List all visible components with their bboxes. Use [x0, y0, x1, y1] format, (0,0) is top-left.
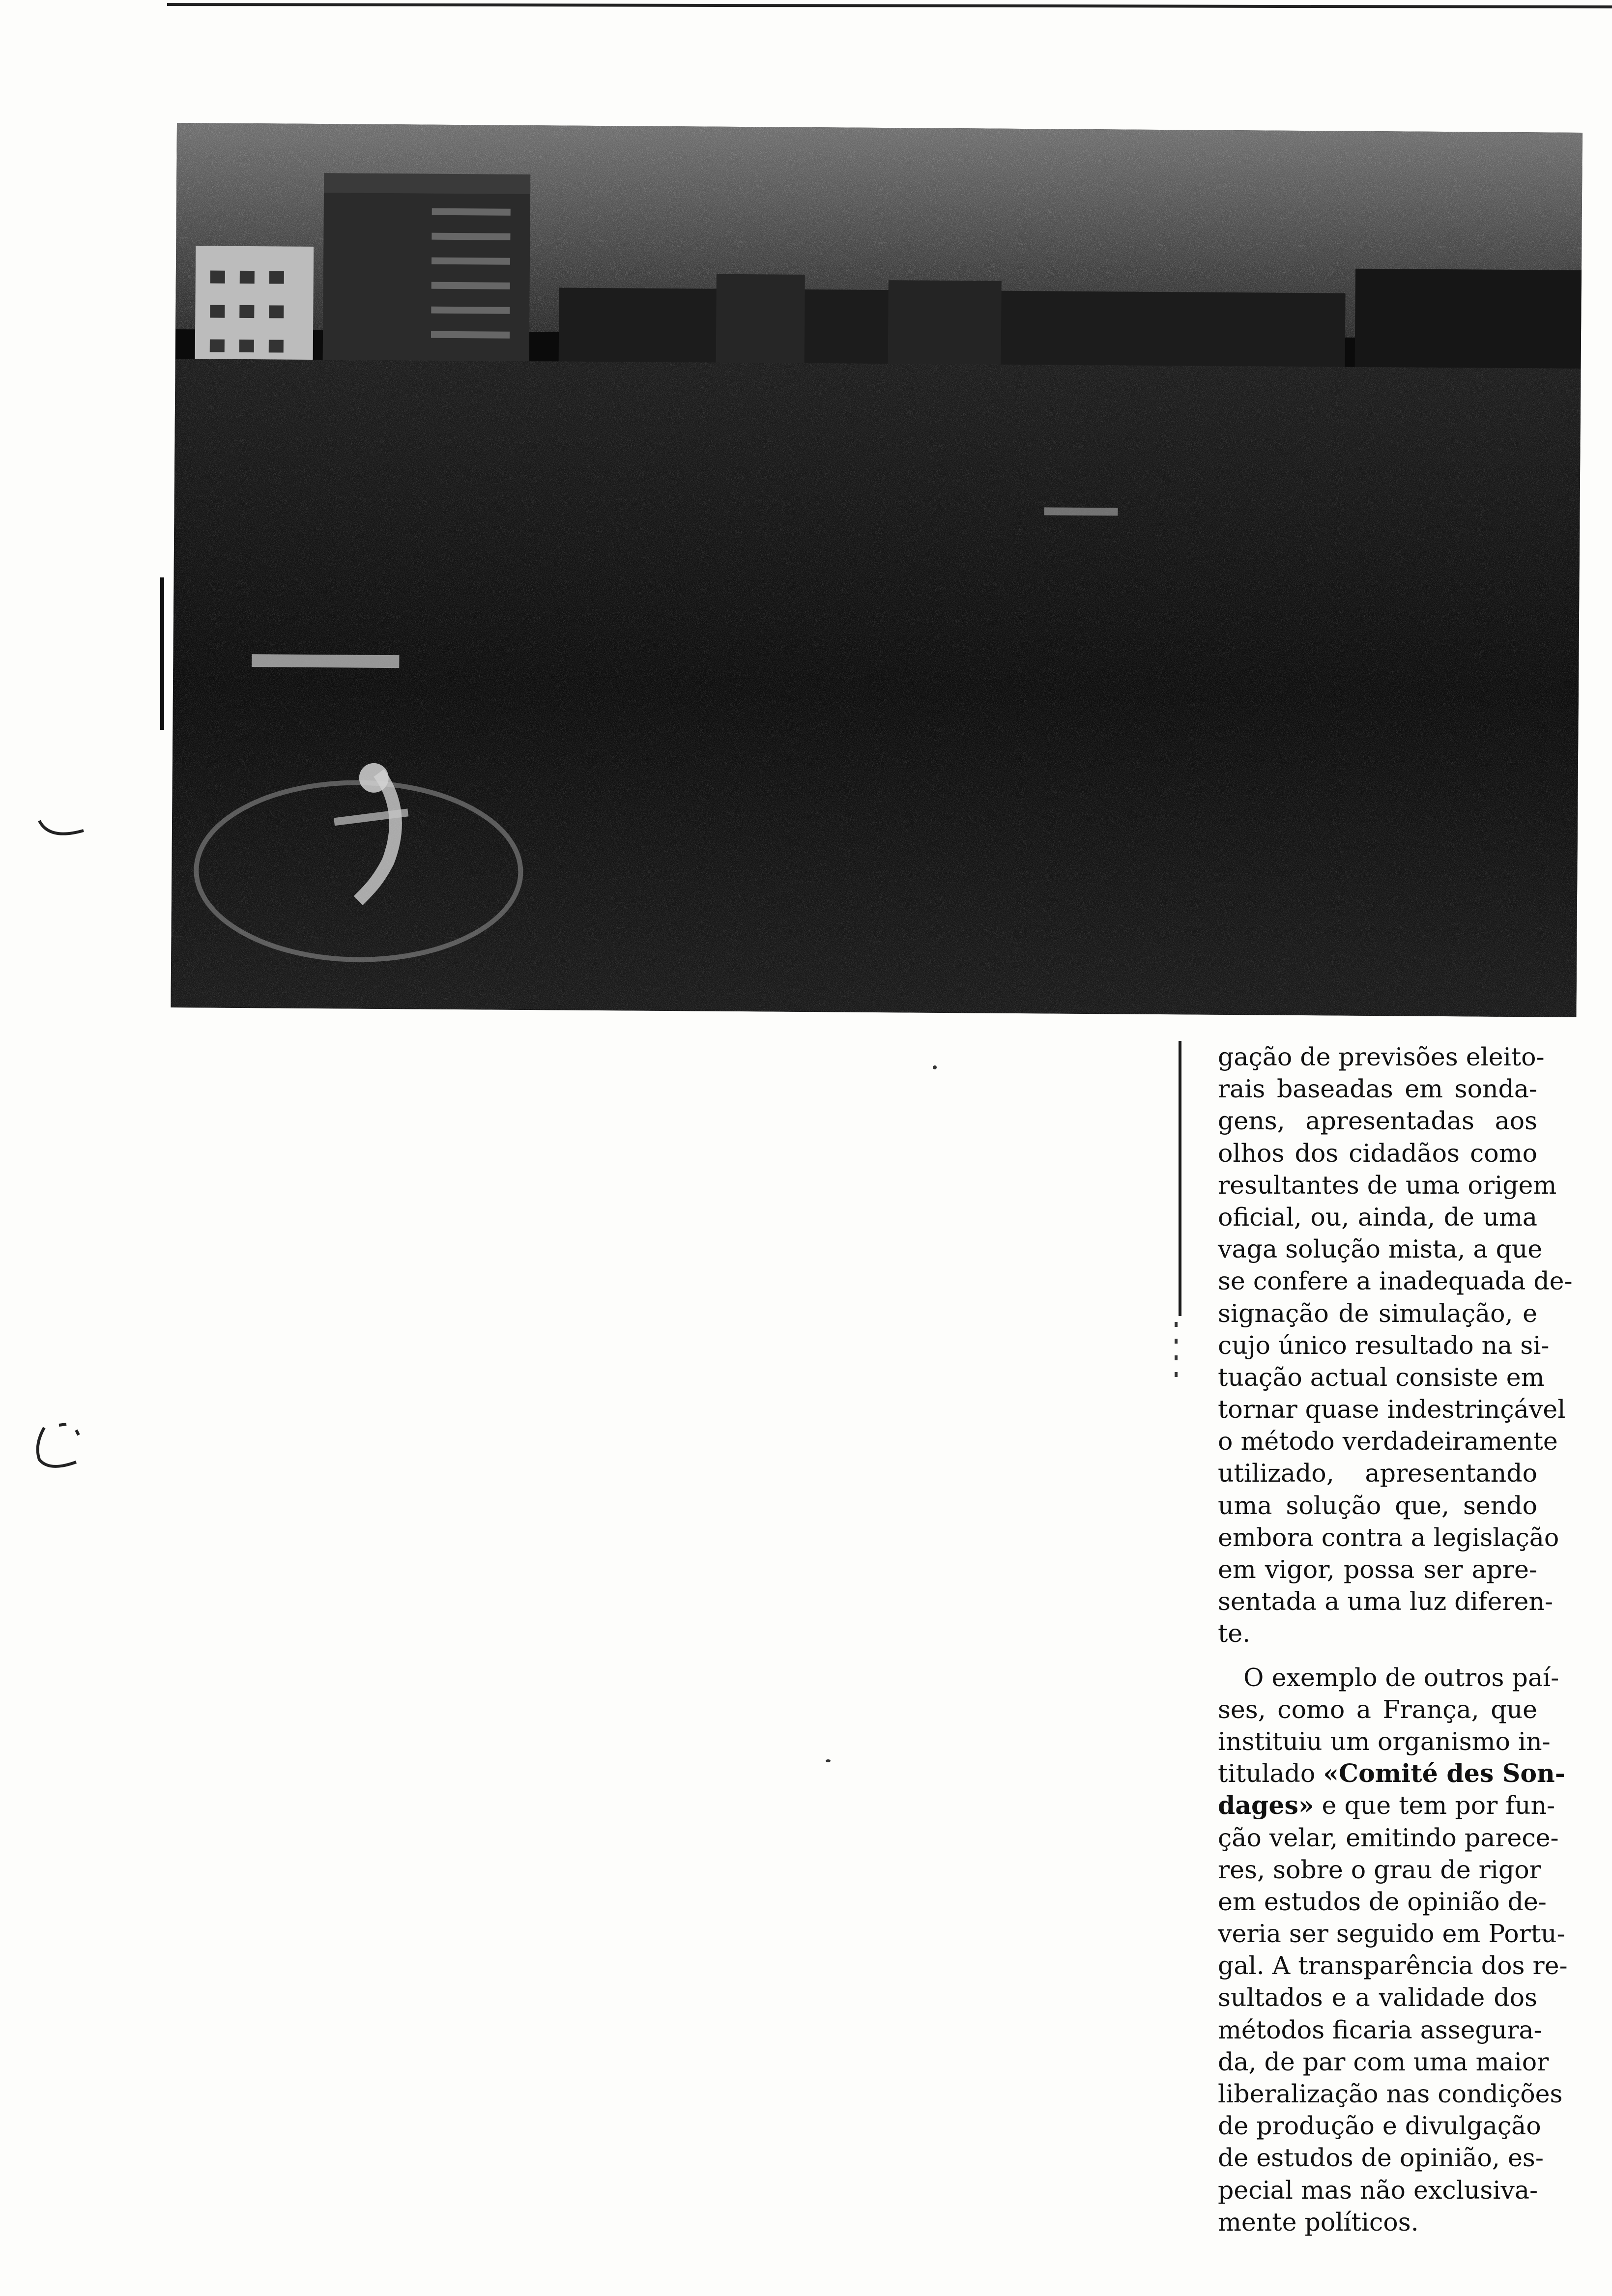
text-line: embora contra a legislação: [1218, 1522, 1559, 1552]
text-line: vaga solução mista, a que: [1218, 1234, 1543, 1264]
text-line: pecial mas não exclusiva-: [1218, 2175, 1538, 2205]
speck: [826, 1759, 831, 1762]
text-line: métodos ficaria assegura-: [1218, 2015, 1542, 2044]
text-line: O exemplo de outros paí-: [1243, 1663, 1559, 1692]
margin-bar: [160, 577, 164, 730]
text-run: e que tem por fun-: [1314, 1791, 1555, 1820]
text-line: ses, como a França, que: [1218, 1694, 1537, 1724]
text-line: ção velar, emitindo parece-: [1218, 1823, 1559, 1852]
text-line: olhos dos cidadãos como: [1218, 1138, 1537, 1168]
crowd-photo-icon: [171, 123, 1582, 1017]
text-line: tornar quase indestrinçável: [1218, 1395, 1566, 1424]
top-rule: [167, 3, 1612, 8]
paragraph-1: [1218, 1041, 1573, 1650]
text-line: [1218, 1789, 1555, 1821]
text-line: rais baseadas em sonda-: [1218, 1074, 1537, 1104]
text-line: instituiu um organismo in-: [1218, 1726, 1551, 1756]
text-line: sultados e a validade dos: [1218, 1983, 1537, 2012]
committee-name-bold: dages»: [1218, 1791, 1314, 1820]
speck: [933, 1065, 937, 1069]
column-rule: [1179, 1041, 1181, 1316]
text-line: em estudos de opinião de-: [1218, 1887, 1547, 1916]
text-line: utilizado, apresentando: [1218, 1459, 1537, 1488]
text-line: oficial, ou, ainda, de uma: [1218, 1202, 1537, 1232]
column-rule-dots: [1175, 1322, 1178, 1381]
text-line: resultantes de uma origem: [1218, 1170, 1557, 1200]
text-line: gação de previsões eleito-: [1218, 1042, 1545, 1071]
text-line: gal. A transparência dos re-: [1218, 1951, 1568, 1980]
text-line: em vigor, possa ser apre-: [1218, 1555, 1537, 1584]
text-line: veria ser seguido em Portu-: [1218, 1919, 1565, 1949]
committee-name-bold: «Comité des Son-: [1323, 1759, 1565, 1788]
text-line: signação de simulação, e: [1218, 1298, 1537, 1328]
text-line: te.: [1218, 1619, 1251, 1648]
punch-hole-icon: [29, 1415, 84, 1479]
text-line: o método verdadeiramente: [1218, 1427, 1558, 1456]
text-run: titulado: [1218, 1759, 1324, 1788]
text-line: se confere a inadequada de-: [1218, 1266, 1573, 1296]
text-line: mente políticos.: [1218, 2207, 1419, 2237]
text-line: uma solução que, sendo: [1218, 1491, 1537, 1520]
text-line: tuação actual consiste em: [1218, 1362, 1545, 1392]
article-column: [1218, 1041, 1573, 2238]
crowd-photo: [171, 123, 1582, 1017]
punch-hole-icon: [34, 816, 88, 845]
text-line: cujo único resultado na si-: [1218, 1330, 1550, 1360]
text-line: da, de par com uma maior: [1218, 2047, 1549, 2076]
text-line: de produção e divulgação: [1218, 2111, 1541, 2141]
text-line: de estudos de opinião, es-: [1218, 2143, 1544, 2173]
text-line: sentada a uma luz diferen-: [1218, 1587, 1553, 1616]
text-line: [1218, 1757, 1565, 1789]
text-line: res, sobre o grau de rigor: [1218, 1855, 1541, 1884]
text-line: gens, apresentadas aos: [1218, 1106, 1537, 1136]
paragraph-2: [1218, 1662, 1568, 2238]
text-line: liberalização nas condições: [1218, 2079, 1563, 2108]
